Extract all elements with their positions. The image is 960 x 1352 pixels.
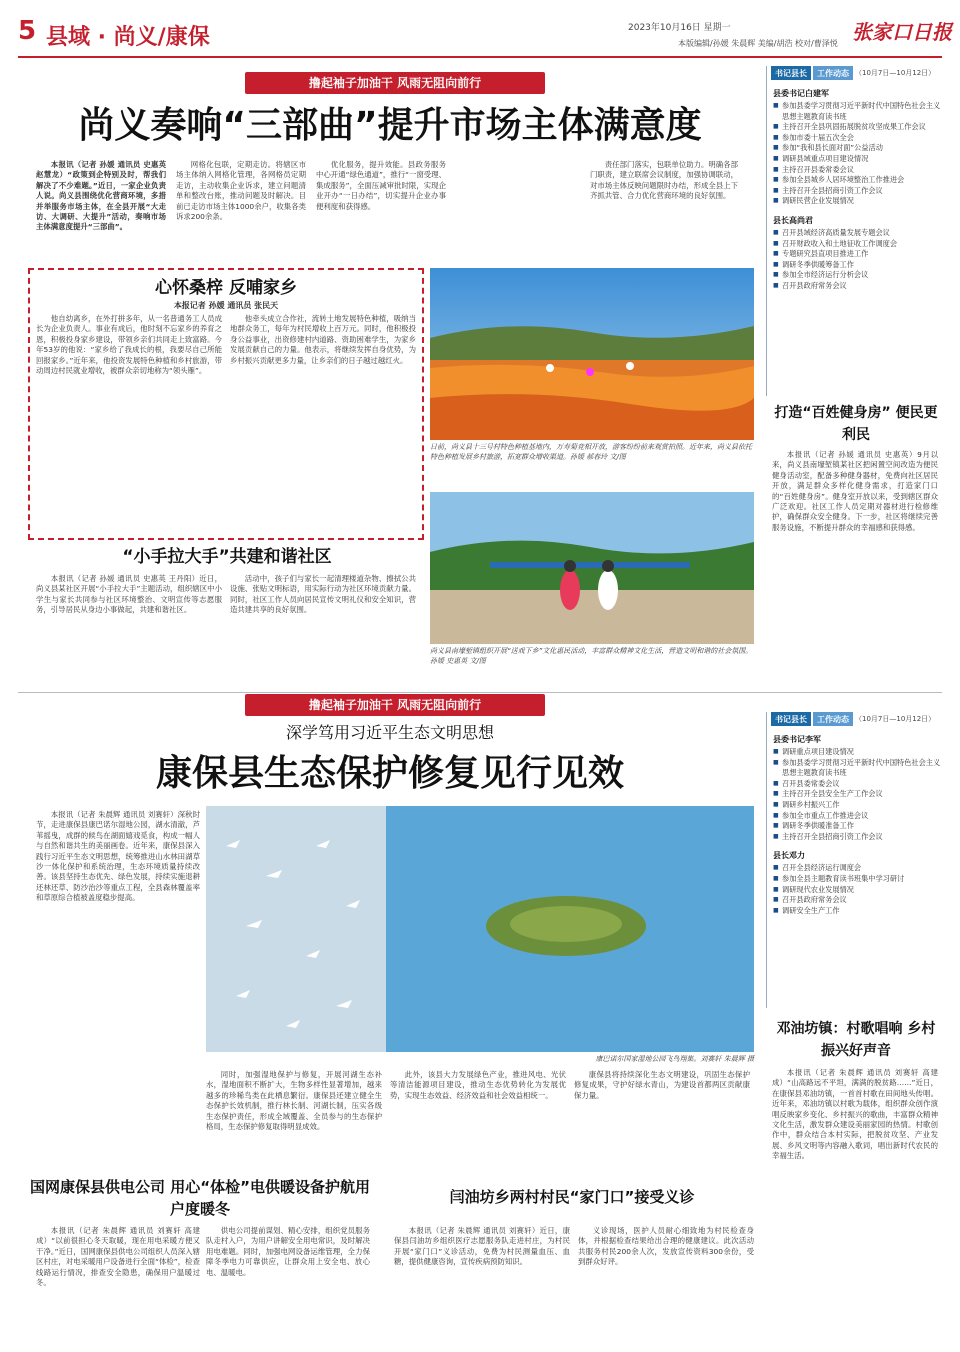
art3-col1 xyxy=(36,574,222,686)
art5-col3-text: 此外，该县大力发展绿色产业，推进风电、光伏等清洁能源项目建设，推动生态优势转化为发展优势，实现生态效益、经济效益和社会效益相统一。 xyxy=(390,1070,566,1100)
art2-col2-text: 他牵头成立合作社，流转土地发展特色种植，吸纳当地群众务工，每年为村民增收上百万元。同时，他积极投身公益事业，出资修建村内道路、资助困难学生，为家乡发展贡献自己的力量。他表示，将继续发挥自身优势，为乡村振兴贡献更多力量，让乡亲们的日子越过越红火。 xyxy=(230,314,416,365)
sidebar-list-item: ■ 召开县政府常务会议 xyxy=(773,281,942,292)
art8-col1 xyxy=(394,1226,570,1336)
art5-col4 xyxy=(574,1070,750,1140)
sidebar-list-item: ■ 参加全市重点工作推进会议 xyxy=(773,811,942,822)
photo-flower-field xyxy=(430,268,754,440)
sidebar-list-item: ■ 主持召开全县招商引资工作会议 xyxy=(773,832,942,843)
art1-col1-text: 本报讯（记者 孙媛 通讯员 史惠英 赵慧龙）“政策到企特别及时，帮我们解决了不少难题。”近日，一家企业负责人说。尚义县围绕优化营商环境，多措并举服务市场主体，在全县开展“大走访、大调研、大提升”活动，奏响市场主体满意度提升“三部曲”。 xyxy=(36,160,166,232)
art6-col1-text: 本报讯（记者 朱晨辉 通讯员 刘赛轩 高建成）“山高路远不平坦，满满的脱贫路……”近日，在康保县邓油坊镇，一首首村歌在田间地头传唱。近年来，邓油坊镇以村歌为载体，组织群众创作演唱反映家乡变化、乡村振兴的歌曲，丰富群众精神文化生活，激发群众建设美丽家园的热情。村歌创作中，群众结合本村实际，把脱贫攻坚、产业发展、乡风文明等内容融入歌词，唱出新时代农民的幸福生活。 xyxy=(772,1068,938,1161)
art2-headline: 心怀桑梓 反哺家乡 xyxy=(155,278,297,298)
sidebar1-tag2: 工作动态 xyxy=(813,66,853,80)
art1-col3-text: 优化服务，提升效能。县政务服务中心开通“绿色通道”，推行“一窗受理、集成服务”，全面压减审批时限，实现企业开办“一日办结”，切实提升企业办事便利度和获得感。 xyxy=(316,160,446,211)
sidebar-list-item: ■ 调研冬季供暖筹备工作 xyxy=(773,260,942,271)
art7-col2 xyxy=(206,1226,370,1336)
art6-col1 xyxy=(772,1068,938,1336)
sidebar2-sec2: 县长邓力 xyxy=(773,851,805,861)
art5-col2-text: 同时，加强湿地保护与修复，开展河湖生态补水，湿地面积不断扩大，生物多样性显著增加，越来越多的珍稀鸟类在此栖息繁衍。康保县还建立健全生态保护长效机制，推行林长制、河湖长制，压实各级生态保护责任，形成全域覆盖、全员参与的生态保护格局，生态保护修复取得明显成效。 xyxy=(206,1070,382,1132)
sidebar-list-item: ■ 参加全县城乡人居环境整治工作推进会 xyxy=(773,175,942,186)
art8-headline: 闫油坊乡两村村民“家门口”接受义诊 xyxy=(449,1188,695,1206)
header-rule xyxy=(18,56,942,58)
art8-col2-text: 义诊现场，医护人员耐心细致地为村民检查身体，并根据检查结果给出合理的健康建议。此次活动共服务村民200余人次，发放宣传资料300余份，受到群众好评。 xyxy=(578,1226,754,1267)
sidebar-list-item: ■ 参加市委十届五次全会 xyxy=(773,133,942,144)
sidebar2-tag2: 工作动态 xyxy=(813,712,853,726)
sidebar-list-item: ■ 专题研究县直项目推进工作 xyxy=(773,249,942,260)
wetland-image xyxy=(206,806,754,1052)
sidebar-list-item: ■ 召开县域经济高质量发展专题会议 xyxy=(773,228,942,239)
sidebar2-sec1: 县委书记李军 xyxy=(773,735,821,744)
sidebar-list-item: ■ 参加县委学习贯彻习近平新时代中国特色社会主义思想主题教育读书班 xyxy=(773,101,942,122)
sidebar1-sec2: 县长高尚君 xyxy=(773,215,813,225)
performance-image xyxy=(430,492,754,644)
art6-headline: 邓油坊镇：村歌唱响 乡村振兴好声音 xyxy=(776,1021,936,1059)
editors-line: 本版编辑/孙媛 朱晨辉 美编/胡浩 校对/曹泽悦 xyxy=(678,39,838,48)
sidebar-list-item: ■ 召开县委常委会议 xyxy=(773,779,942,790)
sidebar-list-item: ■ 参加“我和县长面对面”公益活动 xyxy=(773,143,942,154)
sidebar-list-item: ■ 召开财政收入和土地征收工作调度会 xyxy=(773,239,942,250)
art3-col2 xyxy=(230,574,416,686)
art5-col1-text: 本报讯（记者 朱晨辉 通讯员 刘赛轩）深秋时节，走进康保县康巴诺尔湿地公园，湖水清澈，芦苇摇曳，成群的候鸟在湖面嬉戏觅食，构成一幅人与自然和谐共生的美丽画卷。近年来，康保县深入践行习近平生态文明思想，统筹推进山水林田湖草沙一体化保护和系统治理，生态环境质量持续改善。该县坚持生态优先、绿色发展，持续实施退耕还林还草、防沙治沙等重点工程，全县森林覆盖率和草原综合植被盖度稳步提高。 xyxy=(36,810,200,903)
sidebar-list-item: ■ 调研乡村振兴工作 xyxy=(773,800,942,811)
art5-col2 xyxy=(206,1070,382,1140)
art5-col4-text: 康保县将持续深化生态文明建设，巩固生态保护修复成果，守护好绿水青山，为建设首都两区贡献康保力量。 xyxy=(574,1070,750,1100)
photo-wetland xyxy=(206,806,754,1052)
page-number: 5 xyxy=(18,16,37,46)
sidebar1-sec1: 县委书记白建军 xyxy=(773,89,829,98)
art5-col3 xyxy=(390,1070,566,1140)
art2-col1-text: 他自幼离乡，在外打拼多年，从一名普通务工人员成长为企业负责人。事业有成后，他时刻不忘家乡的养育之恩，积极投身家乡建设，带领乡亲们共同走上致富路。今年53岁的他说：“家乡给了我成长的根，我要尽自己所能回报家乡。”近年来，他投资发展特色种植和乡村旅游，带动周边村民就业增收，被群众亲切地称为“领头雁”。 xyxy=(36,314,222,376)
sidebar2 xyxy=(766,712,942,1008)
art3-col1-text: 本报讯（记者 孙媛 通讯员 史惠英 王丹阳）近日，尚义县某社区开展“小手拉大手”主题活动，组织辖区中小学生与家长共同参与社区环境整治、文明宣传等志愿服务，引导居民从身边小事做起，共建和谐社区。 xyxy=(36,574,222,615)
photo2-caption: 尚义县南壕堑镇组织开展“送戏下乡”文化惠民活动，丰富群众精神文化生活，营造文明和谐的社会氛围。孙媛 史惠英 文/图 xyxy=(430,647,753,665)
issue-date: 2023年10月16日 星期一 xyxy=(628,23,731,33)
photo-performance xyxy=(430,492,754,644)
art5-col1 xyxy=(36,810,200,1100)
art1-col1 xyxy=(36,160,166,266)
art8-col1-text: 本报讯（记者 朱晨辉 通讯员 刘赛轩）近日，康保县闫油坊乡组织医疗志愿服务队走进村庄，为村民开展“家门口”义诊活动，免费为村民测量血压、血糖，提供健康咨询，宣传疾病预防知识。 xyxy=(394,1226,570,1267)
sidebar2-date-range: （10月7日—10月12日） xyxy=(855,715,936,723)
art3-headline: “小手拉大手”共建和谐社区 xyxy=(122,547,332,567)
art1-col3 xyxy=(316,160,446,266)
sidebar2-tag: 书记县长 xyxy=(771,712,811,726)
sidebar2-list2 xyxy=(773,863,942,916)
sidebar1-list1 xyxy=(773,101,942,207)
art2-byline: 本报记者 孙媛 通讯员 张民天 xyxy=(173,301,279,310)
top-banner: 撸起袖子加油干 风雨无阻向前行 xyxy=(245,72,545,94)
art3-col2-text: 活动中，孩子们与家长一起清理楼道杂物、擦拭公共设施、张贴文明标语，用实际行动为社区环境贡献力量。同时，社区工作人员向居民宣传文明礼仪和安全知识，营造共建共享的良好氛围。 xyxy=(230,574,416,615)
sidebar1 xyxy=(766,66,942,396)
sidebar-list-item: ■ 主持召开全县安全生产工作会议 xyxy=(773,789,942,800)
section-title: 县域 · 尚义/康保 xyxy=(46,25,210,50)
sidebar-list-item: ■ 调研安全生产工作 xyxy=(773,906,942,917)
art7-col1 xyxy=(36,1226,200,1336)
art7-col1-text: 本报讯（记者 朱晨辉 通讯员 刘赛轩 高建成）“以前很担心冬天取暖，现在用电采暖方便又干净。”近日，国网康保县供电公司组织人员深入辖区村庄，对电采暖用户设备进行全面“体检”，检查线路运行情况，排查安全隐患，确保用户温暖过冬。 xyxy=(36,1226,200,1288)
masthead xyxy=(18,14,952,52)
sidebar-list-item: ■ 调研冬季供暖准备工作 xyxy=(773,821,942,832)
art4-headline: 打造“百姓健身房” 便民更利民 xyxy=(774,405,938,443)
paper-logo: 张家口日报 xyxy=(852,20,952,44)
sidebar-list-item: ■ 参加全县主题教育读书班集中学习研讨 xyxy=(773,874,942,885)
art8-col2 xyxy=(578,1226,754,1336)
photo1-caption: 日前，尚义县十三号村特色种植基地内，万寿菊竞相开放，游客纷纷前来观赏拍照。近年来，尚义县依托特色种植发展乡村旅游，拓宽群众增收渠道。孙媛 郝春玲 文/图 xyxy=(430,443,752,461)
sidebar-list-item: ■ 调研重点项目建设情况 xyxy=(773,747,942,758)
sidebar-list-item: ■ 召开全县经济运行调度会 xyxy=(773,863,942,874)
flower-field-image xyxy=(430,268,754,440)
art1-col2-text: 网格化包联，定期走访。将辖区市场主体纳入网格化管理，各网格员定期走访，主动收集企业诉求，建立问题清单和整改台账，推动问题及时解决。目前已走访市场主体1000余户，收集各类诉求200余条。 xyxy=(176,160,306,222)
sidebar-list-item: ■ 调研现代农业发展情况 xyxy=(773,885,942,896)
sidebar1-date-range: （10月7日—10月12日） xyxy=(855,69,936,77)
sidebar-list-item: ■ 主持召开全县巩固拓展脱贫攻坚成果工作会议 xyxy=(773,122,942,133)
art1-headline: 尚义奏响“三部曲”提升市场主体满意度 xyxy=(78,105,702,146)
sidebar-list-item: ■ 参加全市经济运行分析会议 xyxy=(773,270,942,281)
middle-rule xyxy=(18,692,942,693)
art4-col1 xyxy=(772,450,938,686)
photo3-caption: 康巴诺尔国家湿地公园飞鸟翔集。刘赛轩 朱晨辉 摄 xyxy=(595,1055,754,1063)
art7-col2-text: 供电公司提前谋划、精心安排，组织党员服务队走村入户，为用户讲解安全用电常识，及时解决用电难题。同时，加强电网设备运维管理，全力保障冬季电力可靠供应，让群众用上安全电、放心电、温暖电。 xyxy=(206,1226,370,1277)
art2-col2 xyxy=(230,314,416,534)
sidebar-list-item: ■ 主持召开全县招商引资工作会议 xyxy=(773,186,942,197)
sidebar-list-item: ■ 调研县域重点项目建设情况 xyxy=(773,154,942,165)
art2-col1 xyxy=(36,314,222,534)
art1-col4 xyxy=(590,160,738,266)
sidebar1-tag: 书记县长 xyxy=(771,66,811,80)
sidebar-list-item: ■ 调研民营企业发展情况 xyxy=(773,196,942,207)
art1-col4-text: 责任部门落实，包联单位助力。明确各部门职责，建立联席会议制度，加强协调联动，对市场主体反映问题限时办结，形成全县上下齐抓共管、合力优化营商环境的良好氛围。 xyxy=(590,160,738,201)
art7-headline: 国网康保县供电公司 用心“体检”电供暖设备护航用户度暖冬 xyxy=(30,1178,370,1218)
art5-headline: 康保县生态保护修复见行见效 xyxy=(155,753,624,794)
mid-banner: 撸起袖子加油干 风雨无阻向前行 xyxy=(245,694,545,716)
sidebar1-list2 xyxy=(773,228,942,292)
art4-col1-text: 本报讯（记者 孙媛 通讯员 史惠英）9月以来，尚义县南壕堑镇某社区把闲置空间改造为便民健身活动室，配备多种健身器材，免费向社区居民开放，满足群众多样化健身需求，打造家门口的“百姓健身房”。健身室开放以来，受到辖区群众广泛欢迎。社区工作人员定期对器材进行检修维护，确保群众安全健身。下一步，社区将继续完善服务设施，不断提升群众的幸福感和获得感。 xyxy=(772,450,938,532)
sidebar-list-item: ■ 召开县政府常务会议 xyxy=(773,895,942,906)
sidebar-list-item: ■ 参加县委学习贯彻习近平新时代中国特色社会主义思想主题教育读书班 xyxy=(773,758,942,779)
art5-kicker: 深学笃用习近平生态文明思想 xyxy=(285,723,494,742)
art1-col2 xyxy=(176,160,306,266)
sidebar2-list1 xyxy=(773,747,942,842)
sidebar-list-item: ■ 主持召开县委常委会议 xyxy=(773,165,942,176)
